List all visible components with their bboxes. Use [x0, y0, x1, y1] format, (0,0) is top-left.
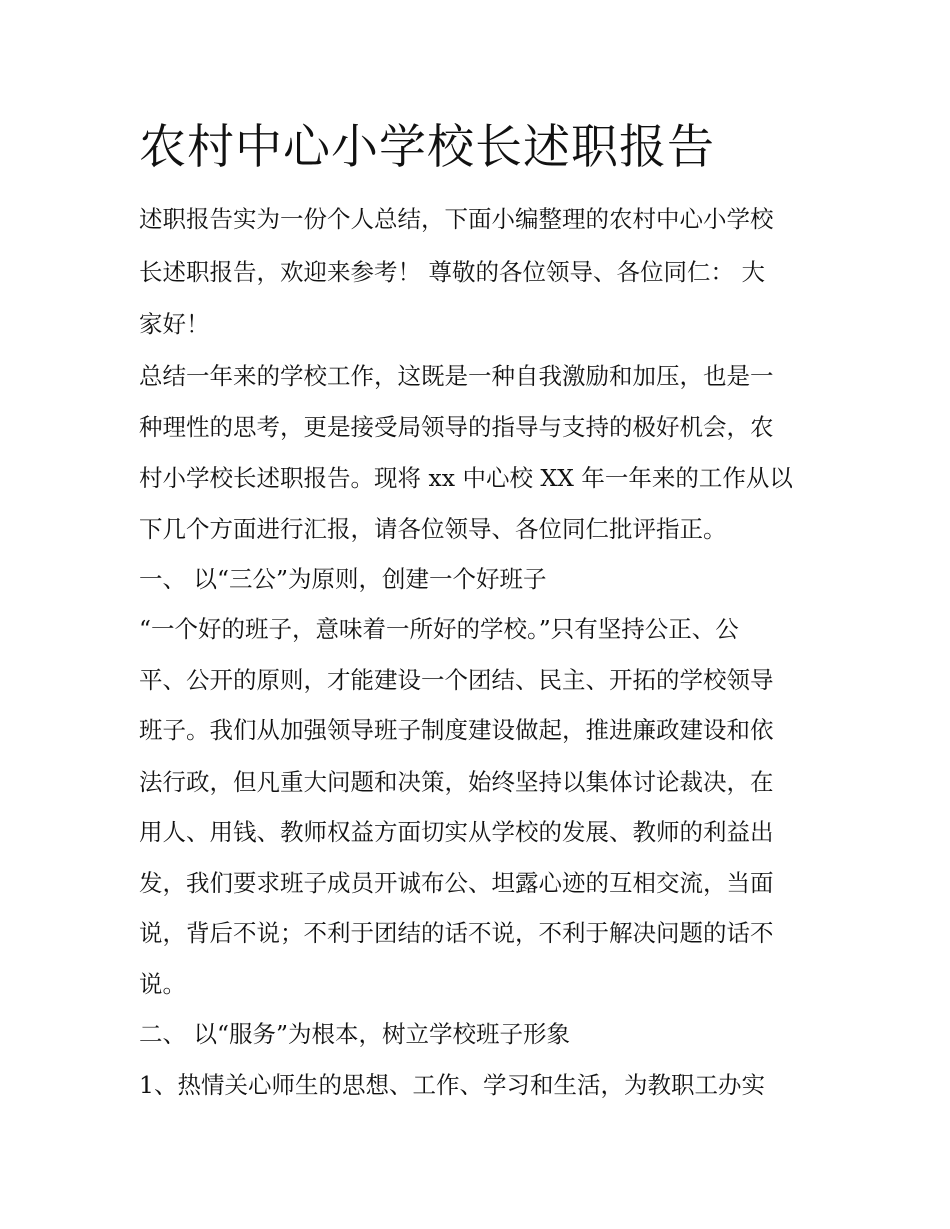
body-line: 班子。我们从加强领导班子制度建设做起，推进廉政建设和依 — [139, 716, 774, 744]
body-line: 村小学校长述职报告。现将 xx 中心校 XX 年一年来的工作从以 — [139, 464, 793, 492]
body-line: 平、公开的原则，才能建设一个团结、民主、开拓的学校领导 — [139, 666, 774, 694]
body-line: 家好！ — [139, 310, 210, 338]
body-line: 述职报告实为一份个人总结，下面小编整理的农村中心小学校 — [139, 205, 774, 233]
body-line: 下几个方面进行汇报，请各位领导、各位同仁批评指正。 — [139, 515, 727, 543]
document-title: 农村中心小学校长述职报告 — [139, 120, 715, 175]
body-line: 用人、用钱、教师权益方面切实从学校的发展、教师的利益出 — [139, 818, 774, 846]
body-line: 说。 — [139, 970, 186, 998]
body-line: 长述职报告，欢迎来参考！ 尊敬的各位领导、各位同仁： 大 — [139, 258, 765, 286]
body-line: 总结一年来的学校工作，这既是一种自我激励和加压，也是一 — [139, 362, 774, 390]
section-heading: 一、 以“三公”为原则，创建一个好班子 — [139, 565, 547, 593]
body-line: “一个好的班子，意味着一所好的学校。”只有坚持公正、公 — [139, 615, 739, 643]
body-line: 法行政，但凡重大问题和决策，始终坚持以集体讨论裁决，在 — [139, 768, 774, 796]
body-line: 说，背后不说；不利于团结的话不说，不利于解决问题的话不 — [139, 919, 774, 947]
section-heading: 二、 以“服务”为根本，树立学校班子形象 — [139, 1020, 570, 1048]
body-line: 1、热情关心师生的思想、工作、学习和生活，为教职工办实 — [139, 1071, 765, 1099]
body-line: 种理性的思考，更是接受局领导的指导与支持的极好机会，农 — [139, 413, 774, 441]
body-line: 发，我们要求班子成员开诚布公、坦露心迹的互相交流，当面 — [139, 869, 774, 897]
